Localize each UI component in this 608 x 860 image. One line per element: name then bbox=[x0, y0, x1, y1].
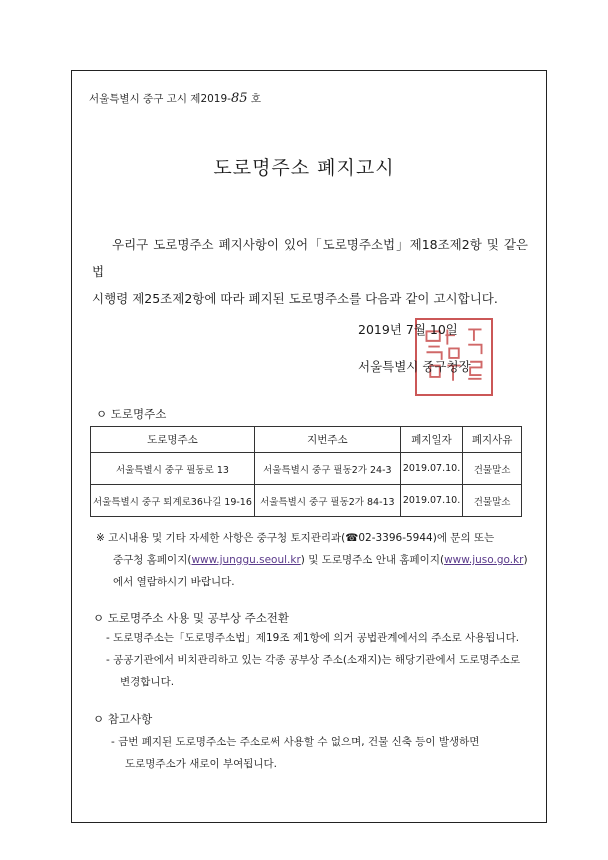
table-cell: 서울특별시 중구 퇴계로36나길 19-16 bbox=[91, 485, 255, 517]
section-road-address-heading: ㅇ 도로명주소 bbox=[96, 407, 167, 421]
body-line-2: 시행령 제25조제2항에 따라 폐지된 도로명주소를 다음과 같이 고시합니다. bbox=[92, 291, 498, 306]
note-line-1: ※ 고시내용 및 기타 자세한 사항은 중구청 토지관리과(☎02-3396-5944)에 문의 또는 bbox=[96, 532, 495, 544]
notice-body bbox=[92, 231, 528, 312]
list-item: - 공공기관에서 비치관리하고 있는 각종 공부상 주소(소재지)는 해당기관에서 도로명주소로 bbox=[106, 654, 520, 666]
inquiry-note bbox=[96, 527, 528, 593]
list-item-continuation: 변경합니다. bbox=[120, 676, 175, 688]
table-cell: 서울특별시 중구 필동2가 24-3 bbox=[254, 453, 400, 485]
list-item: - 금번 폐지된 도로명주소는 주소로써 사용할 수 없으며, 건물 신축 등이 발생하면 bbox=[111, 736, 480, 748]
section-address-conversion-body bbox=[106, 627, 520, 693]
column-header: 지번주소 bbox=[254, 427, 400, 453]
notice-suffix: 호 bbox=[250, 93, 261, 105]
body-line-1: 우리구 도로명주소 폐지사항이 있어「도로명주소법」제18조제2항 및 같은 법 bbox=[92, 237, 528, 279]
juso-homepage-link[interactable]: www.juso.go.kr bbox=[444, 554, 524, 566]
notice-prefix: 서울특별시 중구 고시 제2019- bbox=[89, 93, 231, 105]
table-cell: 건물말소 bbox=[463, 453, 522, 485]
table-row bbox=[91, 485, 522, 517]
section-reference-heading: ㅇ 참고사항 bbox=[93, 712, 153, 726]
note-text: ) 및 도로명주소 안내 홈페이지( bbox=[300, 554, 445, 566]
section-address-conversion-heading: ㅇ 도로명주소 사용 및 공부상 주소전환 bbox=[93, 611, 290, 625]
table-cell: 2019.07.10. bbox=[400, 453, 462, 485]
list-item-continuation: 도로명주소가 새로이 부여됩니다. bbox=[125, 758, 278, 770]
abolished-address-table bbox=[90, 426, 522, 517]
column-header: 폐지일자 bbox=[400, 427, 462, 453]
table-cell: 서울특별시 중구 필동로 13 bbox=[91, 453, 255, 485]
table-cell: 2019.07.10. bbox=[400, 485, 462, 517]
junggu-homepage-link[interactable]: www.junggu.seoul.kr bbox=[191, 554, 301, 566]
issuer-name: 서울특별시 중구청장 bbox=[358, 359, 471, 374]
notice-number bbox=[89, 91, 261, 106]
list-item: - 도로명주소는「도로명주소법」제19조 제1항에 의거 공법관계에서의 주소로 사용됩니다. bbox=[106, 632, 520, 644]
table-row bbox=[91, 453, 522, 485]
note-text: ) bbox=[523, 554, 528, 566]
notice-date: 2019년 7월 10일 bbox=[358, 322, 458, 337]
column-header: 폐지사유 bbox=[463, 427, 522, 453]
note-line-3: 에서 열람하시기 바랍니다. bbox=[113, 576, 235, 588]
note-line-2 bbox=[96, 549, 528, 571]
table-header-row bbox=[91, 427, 522, 453]
note-text: 중구청 홈페이지( bbox=[113, 554, 192, 566]
column-header: 도로명주소 bbox=[91, 427, 255, 453]
notice-handwritten-number: 85 bbox=[230, 91, 248, 106]
document-title: 도로명주소 폐지고시 bbox=[213, 157, 395, 179]
table-cell: 건물말소 bbox=[463, 485, 522, 517]
section-reference-body bbox=[111, 731, 479, 775]
table-cell: 서울특별시 중구 필동2가 84-13 bbox=[254, 485, 400, 517]
